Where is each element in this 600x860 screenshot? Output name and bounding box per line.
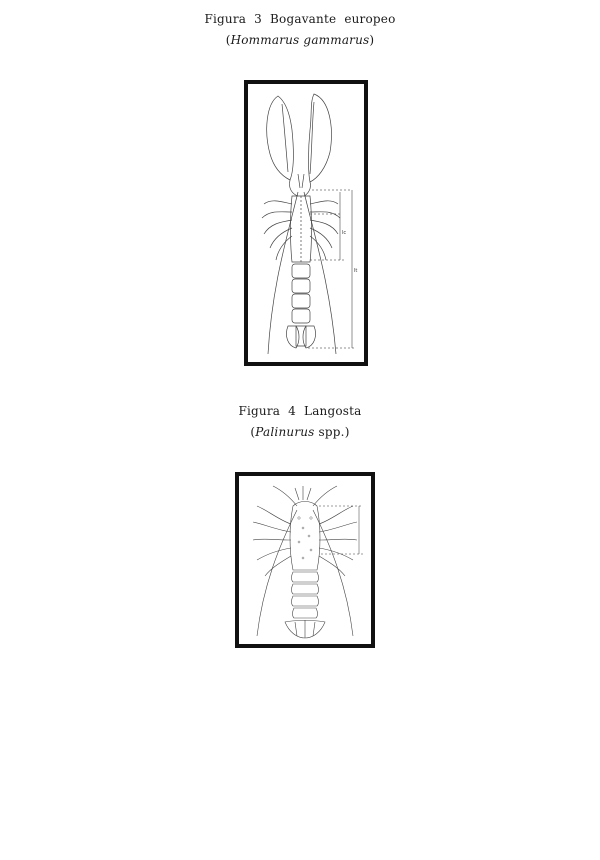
species-suffix: spp.) [314,425,350,439]
figure-3-title: Figura 3 Bogavante europeo [204,12,396,26]
figure-4-species [0,425,600,439]
lobster-left-antenna [268,192,298,354]
european-lobster-drawing [248,84,364,362]
species-open-paren: ( [250,425,256,439]
lobster-tail-fan [286,326,299,348]
figure-3-lobster-illustration [244,80,368,366]
measurement-guides [308,190,354,348]
measurement-guides [319,506,363,554]
figure-3-species [0,33,600,47]
measure-label-lt: lt [354,268,358,274]
species-genus-name: Palinurus [255,425,315,439]
species-close-paren: ) [369,33,375,47]
measure-label-lc: lc [342,230,347,236]
figure-4-spiny-lobster-illustration [235,472,375,648]
lobster-left-claw [267,96,294,180]
spiny-lobster-drawing [239,476,371,644]
lobster-right-antenna [304,192,336,354]
figure-4-title: Figura 4 Langosta [238,404,362,418]
species-scientific-name: Hommarus gammarus [230,33,370,47]
spiny-lobster-carapace [290,502,320,571]
species-open-paren: ( [225,33,231,47]
